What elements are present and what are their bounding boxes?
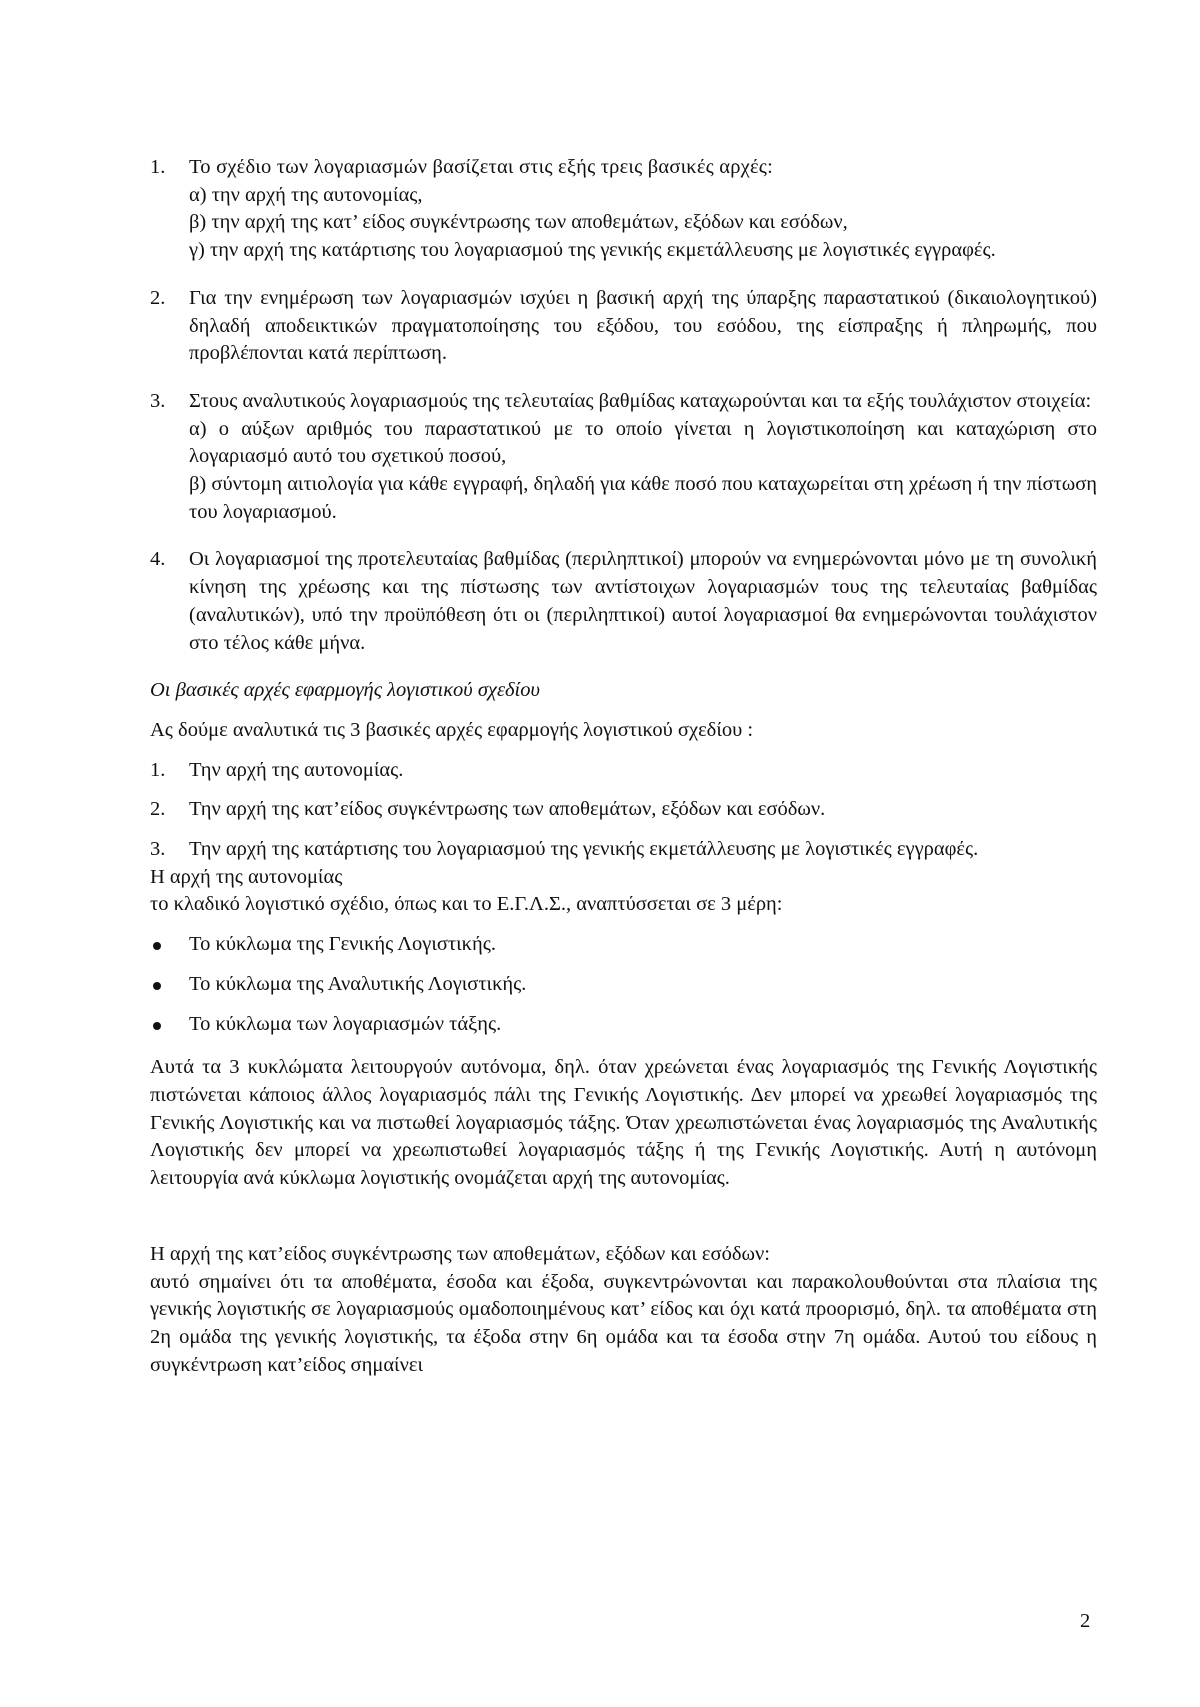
principle-number: 2. (150, 798, 166, 821)
concentration-paragraph: αυτό σημαίνει ότι τα αποθέματα, έσοδα και έξοδα, συγκεντρώνονται και παρακολουθούνται στα πλαίσια της γενικής λογιστικής σε λογαριασμούς ομαδοποιημένους κατ’ είδος και όχι κατά προορισμό, δηλ. τα αποθέματα στη 2η ομάδα της γενικής λογιστικής, τα έξοδα στην 6η ομάδα και τα έσοδα στην 7η ομάδα. Αυτού του είδους η συγκέντρωση κατ’είδος σημαίνει (150, 1270, 1097, 1376)
autonomy-paragraph: Αυτά τα 3 κυκλώματα λειτουργούν αυτόνομα, δηλ. όταν χρεώνεται ένας λογαριασμός της Γενικής Λογιστικής πιστώνεται κάποιος άλλος λογαριασμός πάλι της Γενικής Λογιστικής. Δεν μπορεί να χρεωθεί λογαριασμός της Γενικής Λογιστικής και να πιστωθεί λογαριασμός τάξης. Όταν χρεωπιστώνεται ένας λογαριασμός της Αναλυτικής Λογιστικής δεν μπορεί να χρεωπιστωθεί λογαριασμός τάξης ή της Γενικής Λογιστικής. Αυτή η αυτόνομη λειτουργία ανά κύκλωμα λογιστικής ονομάζεται αρχή της αυτονομίας. (150, 1056, 1097, 1190)
intro-item-2 (150, 285, 1097, 368)
section-intro: Ας δούμε αναλυτικά τις 3 βασικές αρχές εφαρμογής λογιστικού σχεδίου : (150, 718, 754, 741)
principle-3 (150, 836, 1097, 864)
item-number: 1. (150, 156, 166, 178)
principle-text: Την αρχή της κατάρτισης του λογαριασμού της γενικής εκμετάλλευσης με λογιστικές εγγραφές. (189, 838, 979, 861)
item-line: Οι λογαριασμοί της προτελευταίας βαθμίδας (περιληπτικοί) μπορούν να ενημερώνονται μόνο με τη συνολική κίνηση της χρέωσης και της πίστωσης των αντίστοιχων λογαριασμών τους της τελευταίας βαθμίδας (αναλυτικών), υπό την προϋπόθεση ότι οι (περιληπτικοί) αυτοί λογαριασμοί θα ενημερώνονται τουλάχιστον στο τέλος κάθε μήνα. (189, 548, 1097, 654)
page-number: 2 (1080, 1610, 1091, 1632)
principle-text: Την αρχή της κατ’είδος συγκέντρωσης των αποθεμάτων, εξόδων και εσόδων. (189, 798, 826, 821)
bullet-text: Το κύκλωμα των λογαριασμών τάξης. (189, 1012, 502, 1035)
item-line: γ) την αρχή της κατάρτισης του λογαριασμού της γενικής εκμετάλλευσης με λογιστικές εγγραφές. (189, 239, 996, 262)
principle-2 (150, 796, 1097, 824)
intro-item-3 (150, 388, 1097, 527)
intro-item-4 (150, 546, 1097, 657)
item-number: 4. (150, 548, 166, 571)
bullet-item (150, 971, 1097, 999)
bullet-text: Το κύκλωμα της Γενικής Λογιστικής. (189, 933, 496, 956)
principle-text: Την αρχή της αυτονομίας. (189, 758, 404, 781)
item-line: β) την αρχή της κατ’ είδος συγκέντρωσης των αποθεμάτων, εξόδων και εσόδων, (189, 211, 848, 234)
bullet-text: Το κύκλωμα της Αναλυτικής Λογιστικής. (189, 972, 527, 995)
section-heading: Οι βασικές αρχές εφαρμογής λογιστικού σχεδίου (150, 679, 540, 702)
item-line: α) την αρχή της αυτονομίας, (189, 183, 423, 206)
autonomy-intro: το κλαδικό λογιστικό σχέδιο, όπως και το Ε.Γ.Λ.Σ., αναπτύσσεται σε 3 μέρη: (150, 893, 783, 916)
bullet-icon (153, 982, 161, 990)
item-line: Στους αναλυτικούς λογαριασμούς της τελευταίας βαθμίδας καταχωρούνται και τα εξής τουλάχιστον στοιχεία: (189, 389, 1092, 412)
intro-item-1 (150, 154, 1097, 265)
item-line: β) σύντομη αιτιολογία για κάθε εγγραφή, δηλαδή για κάθε ποσό που καταχωρείται στη χρέωση ή την πίστωση του λογαριασμού. (189, 473, 1097, 523)
principle-1 (150, 757, 1097, 785)
bullet-item (150, 1011, 1097, 1039)
item-line: Το σχέδιο των λογαριασμών βασίζεται στις εξής τρεις βασικές αρχές: (189, 156, 773, 178)
bullet-item (150, 931, 1097, 959)
principle-number: 1. (150, 758, 166, 781)
item-line: α) ο αύξων αριθμός του παραστατικού με το οποίο γίνεται η λογιστικοποίηση και καταχώριση στο λογαριασμό αυτό του σχετικού ποσού, (189, 417, 1097, 468)
principle-number: 3. (150, 838, 166, 861)
document-page (150, 154, 1097, 1379)
bullet-icon (153, 942, 161, 950)
autonomy-title: Η αρχή της αυτονομίας (150, 865, 343, 888)
concentration-title: Η αρχή της κατ’είδος συγκέντρωσης των αποθεμάτων, εξόδων και εσόδων: (150, 1242, 770, 1265)
item-line: Για την ενημέρωση των λογαριασμών ισχύει η βασική αρχή της ύπαρξης παραστατικού (δικαιολογητικού) δηλαδή αποδεικτικών πραγματοποίησης του εξόδου, του εσόδου, της είσπραξης ή πληρωμής, που προβλέπονται κατά περίπτωση. (189, 286, 1097, 365)
item-number: 2. (150, 286, 166, 309)
bullet-icon (153, 1022, 161, 1030)
item-number: 3. (150, 389, 166, 412)
